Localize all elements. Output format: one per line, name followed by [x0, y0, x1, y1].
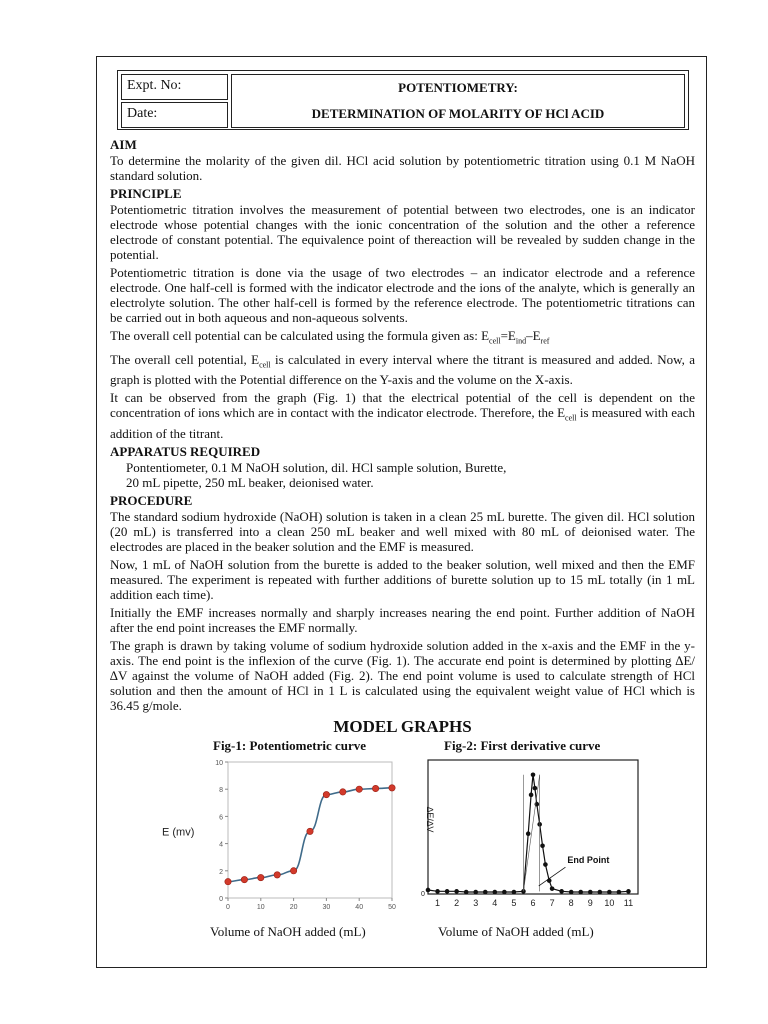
fig2-caption: Fig-2: First derivative curve: [444, 737, 601, 753]
fig2-annotation-arrow: [539, 867, 566, 886]
fig2-x-tick-label: 7: [549, 897, 555, 908]
fig1-y-tick-label: 8: [219, 786, 223, 794]
apparatus-list: [110, 460, 695, 490]
apparatus-heading: APPARATUS REQUIRED: [110, 443, 261, 459]
fig2-y-axis-label: ∆E/∆V: [425, 806, 435, 833]
header-table: [117, 70, 689, 130]
fig1-y-tick-label: 4: [219, 841, 223, 849]
page-title: POTENTIOMETRY:: [398, 80, 518, 95]
fig2-data-point: [550, 886, 555, 891]
fig2-y-tick-label: 0: [421, 890, 425, 898]
fig1-x-tick-label: 50: [388, 903, 396, 911]
fig2-data-point: [529, 792, 534, 797]
fig2-x-tick-label: 2: [454, 897, 460, 908]
procedure-paragraph-4: The graph is drawn by taking volume of sodium hydroxide solution added in the x-axis and the EMF in the y-axis. The end point is the inflexion of the curve (Fig. 1). The accurate end point is determined by plotting ∆E/∆V against the volume of NaOH added (Fig. 2). The end point volume is used to calculate strength of HCl solution and then the amount of HCl in 1 L is calculated using the equivalent weight value of HCl which is 36.45 g/mole.: [110, 637, 695, 713]
fig1-data-point: [356, 786, 362, 792]
model-graphs-heading: MODEL GRAPHS: [333, 716, 472, 736]
principle-formula: The overall cell potential can be calculated using the formula given as: $E_{cell}=E_{ind}-E_{ref}$: [110, 328, 550, 346]
fig1-x-tick-label: 0: [226, 903, 230, 911]
figures-area: [110, 738, 695, 938]
procedure-paragraph-3: Initially the EMF increases normally and sharply increases nearing the end point. Further addition of NaOH after the end point increases the EMF normally.: [110, 604, 695, 635]
principle-paragraph-2: Potentiometric titration is done via the usage of two electrodes – an indicator electrode and a reference electrode. One half-cell is formed with the indicator electrode and the ions of the analyte, which is generally an electrolyte solution. The other half-cell is formed by the reference electrode. The potentiometric titrations can be carried out in both aqueous and non-aqueous solvents.: [110, 265, 695, 325]
fig1-x-caption: Volume of NaOH added (mL): [210, 923, 366, 939]
fig2-data-point: [617, 889, 622, 894]
fig1-data-point: [372, 785, 378, 791]
fig2-x-tick-label: 4: [492, 897, 498, 908]
fig2-data-point: [526, 831, 531, 836]
fig1-caption: Fig-1: Potentiometric curve: [213, 737, 367, 753]
fig2-data-point: [493, 889, 498, 894]
fig1-data-point: [290, 867, 296, 873]
expt-no-cell: Expt. No:: [121, 74, 228, 100]
fig2-data-point: [569, 889, 574, 894]
fig2-data-point: [533, 786, 538, 791]
apparatus-line-2: 20 mL pipette, 250 mL beaker, deionised water.: [126, 474, 374, 490]
aim-heading: AIM: [110, 137, 137, 152]
fig2-data-point: [543, 862, 548, 867]
fig2-data-point: [483, 889, 488, 894]
fig1-y-tick-label: 2: [219, 868, 223, 876]
fig1-potentiometric-chart: [160, 756, 400, 916]
fig2-data-point: [426, 887, 431, 892]
fig1-data-point: [258, 874, 264, 880]
principle-heading: PRINCIPLE: [110, 186, 182, 201]
fig2-x-tick-label: 10: [604, 897, 615, 908]
fig1-x-tick-label: 20: [289, 903, 298, 911]
fig2-data-point: [464, 889, 469, 894]
fig2-data-point: [531, 772, 536, 777]
fig2-x-tick-label: 11: [623, 897, 634, 908]
principle-paragraph-1: Potentiometric titration involves the measurement of potential between two electrodes, one is an indicator electrode whose potential changes with the ionic concentration of the solution and the other a reference electrode of constant potential. The equivalence point of thereaction will be revealed by sudden change in the potential.: [110, 202, 695, 262]
fig1-x-tick-label: 30: [322, 903, 331, 911]
fig1-data-point: [241, 876, 247, 882]
fig1-y-tick-label: 10: [215, 759, 223, 767]
fig2-derivative-chart: [418, 756, 643, 916]
fig1-y-tick-label: 6: [219, 814, 223, 822]
fig1-y-tick-label: 0: [219, 895, 223, 903]
fig2-data-point: [445, 889, 450, 894]
apparatus-line-1: Pontentiometer, 0.1 M NaOH solution, dil. HCl sample solution, Burette,: [126, 459, 507, 475]
fig2-data-point: [588, 889, 593, 894]
fig2-data-point: [512, 889, 517, 894]
fig2-data-point: [626, 889, 631, 894]
procedure-paragraph-1: The standard sodium hydroxide (NaOH) solution is taken in a clean 25 mL burette. The given dil. HCl solution (20 mL) is transferred into a clean 250 mL beaker and well mixed with 80 mL of deionised water. The electrodes are placed in the beaker solution and the EMF is measured.: [110, 508, 695, 554]
fig1-x-tick-label: 40: [355, 903, 364, 911]
fig1-data-point: [307, 828, 313, 834]
fig2-x-caption: Volume of NaOH added (mL): [438, 923, 594, 939]
fig2-data-point: [578, 889, 583, 894]
fig2-data-point: [598, 889, 603, 894]
fig2-data-point: [473, 889, 478, 894]
fig1-data-point: [389, 784, 395, 790]
procedure-heading: PROCEDURE: [110, 492, 193, 508]
fig1-x-tick-label: 10: [256, 903, 265, 911]
procedure-paragraph-2: Now, 1 mL of NaOH solution from the burette is added to the beaker solution, well mixed and then the EMF measured. The experiment is repeated with further additions of burette solution up to 15 mL totally (in 1 mL addition each time).: [110, 556, 695, 602]
title-cell: [231, 74, 685, 128]
principle-paragraph-5: It can be observed from the graph (Fig. 1) that the electrical potential of the cell is dependent on the concentration of ions which are in contact with the indicator electrode. Therefore, the $E_{cell}$ is measured with each addition of the titrant.: [110, 390, 696, 441]
fig1-data-point: [225, 878, 231, 884]
fig2-data-point: [607, 889, 612, 894]
page-subtitle: DETERMINATION OF MOLARITY OF HCl ACID: [311, 106, 605, 121]
fig2-x-tick-label: 1: [435, 897, 441, 908]
fig1-data-point: [274, 871, 280, 877]
fig1-data-point: [323, 791, 329, 797]
fig2-x-tick-label: 9: [587, 897, 593, 908]
fig2-data-point: [502, 889, 507, 894]
fig2-x-tick-label: 5: [511, 897, 517, 908]
fig2-x-tick-label: 3: [473, 897, 479, 908]
fig2-x-tick-label: 6: [530, 897, 536, 908]
fig2-data-point: [435, 889, 440, 894]
fig2-x-tick-label: 8: [568, 897, 574, 908]
principle-paragraph-4: The overall cell potential, $E_{cell}$ is calculated in every interval where the titrant is measured and added. Now, a graph is plotted with the Potential difference on the Y-axis and the volume on the X-axis.: [110, 351, 695, 388]
fig2-data-point: [559, 889, 564, 894]
date-cell: Date:: [121, 102, 228, 128]
aim-text: To determine the molarity of the given dil. HCl acid solution by potentiometric titration using 0.1 M NaOH standard solution.: [110, 153, 695, 183]
document-body: [110, 137, 695, 938]
fig1-y-axis-label: E (mv): [162, 826, 195, 839]
fig2-data-point: [454, 889, 459, 894]
fig1-data-point: [340, 789, 346, 795]
fig2-annotation-end-point: End Point: [567, 854, 610, 865]
fig2-data-point: [540, 843, 545, 848]
